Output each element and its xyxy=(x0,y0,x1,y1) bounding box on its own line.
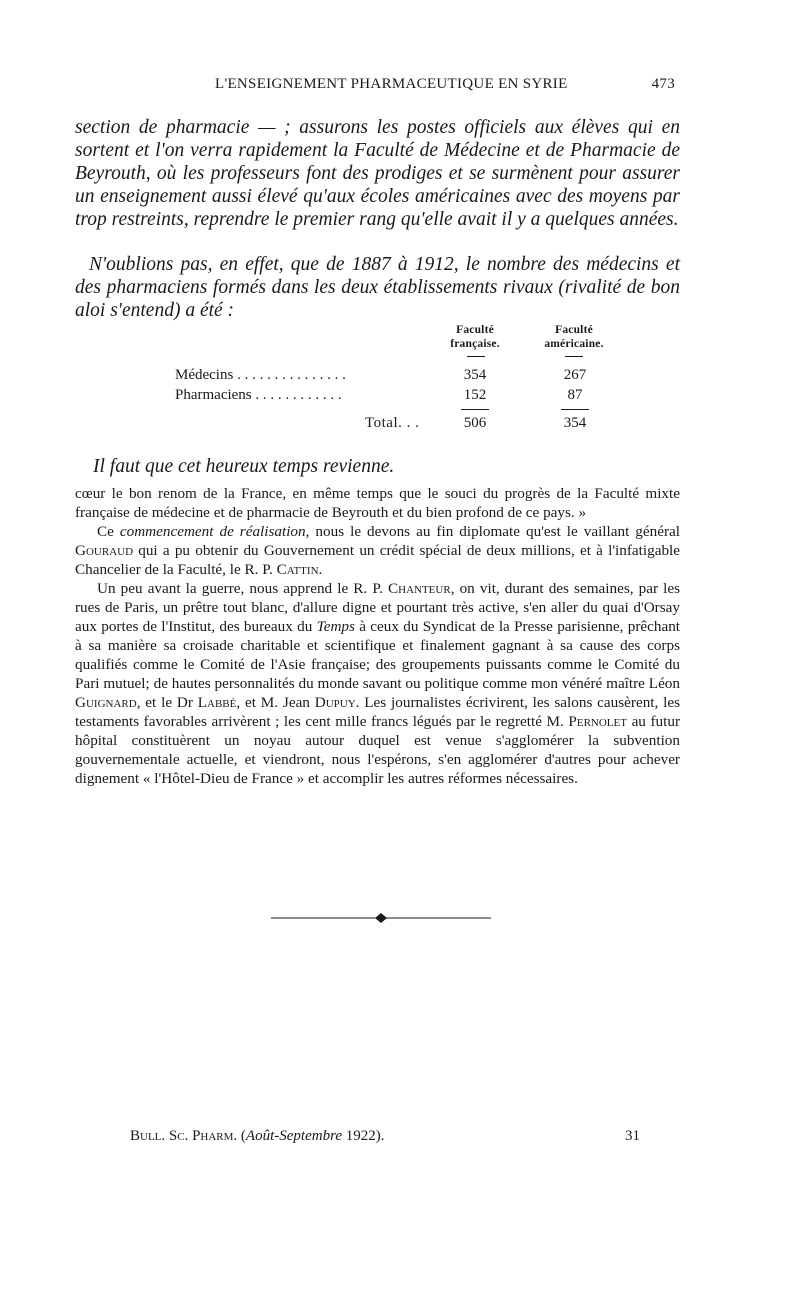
running-header xyxy=(75,76,675,96)
name-cattin: Cattin xyxy=(276,561,319,578)
running-title: L'ENSEIGNEMENT PHARMACEUTIQUE EN SYRIE xyxy=(215,76,568,92)
table-row-medecins xyxy=(75,367,680,387)
column-header-french-line1: Faculté xyxy=(456,324,494,336)
body-paragraph-3 xyxy=(75,579,680,788)
row-label: Pharmaciens . . . . . . . . . . . . xyxy=(175,387,342,403)
table-row-pharmaciens xyxy=(75,387,680,407)
body-paragraph-2 xyxy=(75,522,680,579)
text-run: Ce xyxy=(97,523,120,540)
text-run: , et M. Jean xyxy=(236,694,315,711)
total-american: 354 xyxy=(563,415,587,431)
footer-citation xyxy=(130,1128,385,1145)
italic-paragraph-1: section de pharmacie — ; assurons les postes officiels aux élèves qui en sortent et l'on verra rapidement la Faculté de Médecine et de Pharmacie de Beyrouth, où les professeurs font des prodiges et se surmènent pour assurer un enseignement aussi élevé qu'aux écoles américaines avec des moyens par trop restreints, reprendre le premier rang qu'elle avait il y a quelques années. xyxy=(75,117,680,230)
text-run: à ceux du Syndicat de la Presse parisienne, prêchant à sa manière sa croisade charitable et scientifique et finalement gagnant à sa cause des corps qualifiés comme le Comité de l'Asie française; des groupements puissants comme le Comité du Pari mutuel; de hautes personnalités du monde savant ou politique comme mon vénéré maître Léon xyxy=(75,618,681,692)
text-run: . xyxy=(318,561,323,578)
italic-paragraph-3: Il faut que cet heureux temps revienne. xyxy=(93,456,395,477)
column-header-french-line2: française. xyxy=(450,338,500,350)
name-dupuy: Dupuy xyxy=(314,694,356,711)
text-run: , on vit, durant des semaines, par les rues de Paris, un prêtre tout blanc, d'allure digne et pourtant très active, s'en aller du quai d'Orsay aux portes de l'Institut, des bureaux du xyxy=(75,580,680,635)
total-french: 506 xyxy=(463,415,487,431)
row-label: Médecins . . . . . . . . . . . . . . . xyxy=(175,367,346,383)
body-paragraph-1: cœur le bon renom de la France, en même temps que le souci du progrès de la Faculté mixte française de médecine et de pharmacie de Beyrouth et du bien profond de ce pays. » xyxy=(75,485,680,521)
column-header-american-line2: américaine. xyxy=(544,338,604,350)
column-header-american-line1: Faculté xyxy=(555,324,593,336)
sum-rule-american xyxy=(561,409,589,410)
body-text xyxy=(75,484,680,788)
italic-run: Août-Septembre xyxy=(245,1128,343,1144)
italic-run: Temps xyxy=(316,618,355,635)
text-run: au futur hôpital constituèrent un noyau autour duquel est venue s'agglomérer la subvention gouvernementale actuelle, et viendront, nous l'espérons, s'en agglomérer d'autres pour achever dignement « l'Hôtel-Dieu de France » et accomplir les autres réformes nécessaires. xyxy=(75,713,680,787)
signature-mark: 31 xyxy=(625,1128,640,1144)
table-row-total xyxy=(75,415,680,435)
text-run: , et le Dr xyxy=(136,694,198,711)
section-divider-ornament xyxy=(271,911,491,925)
total-label: Total. . . xyxy=(365,415,420,431)
name-labbe: Labbé xyxy=(197,694,237,711)
page-footer xyxy=(130,1128,640,1148)
text-run: 1922). xyxy=(342,1128,385,1144)
column-header-french xyxy=(435,323,515,351)
text-run: . Les journalistes écrivirent, les salons causèrent, les testaments favorables arrivèrent ; les cent mille francs légués par le regretté M. xyxy=(75,694,681,730)
column-header-american xyxy=(528,323,620,351)
name-guignard: Guignard xyxy=(75,694,137,711)
value-american: 267 xyxy=(563,367,587,383)
value-american: 87 xyxy=(567,387,583,403)
text-run: qui a pu obtenir du Gouvernement un crédit spécial de deux millions, et à l'infatigable Chancelier de la Faculté, le R. P. xyxy=(75,542,680,578)
name-pernolet: Pernolet xyxy=(568,713,627,730)
header-rule-american xyxy=(565,356,583,357)
header-rule-french xyxy=(467,356,485,357)
text-run: , nous le devons au fin diplomate qu'est le vaillant général xyxy=(305,523,680,540)
page-number: 473 xyxy=(651,76,675,92)
italic-paragraph-2: N'oublions pas, en effet, que de 1887 à 1912, le nombre des médecins et des pharmaciens formés dans les deux établissements rivaux (rivalité de bon aloi s'entend) a été : xyxy=(75,254,680,321)
sum-rule-french xyxy=(461,409,489,410)
text-run: Bull. Sc. Pharm. ( xyxy=(130,1128,246,1144)
value-french: 152 xyxy=(463,387,487,403)
name-chanteur: Chanteur xyxy=(388,580,451,597)
italic-run: commencement de réalisation xyxy=(119,523,306,540)
name-gouraud: Gouraud xyxy=(75,542,134,559)
value-french: 354 xyxy=(463,367,487,383)
text-run: Un peu avant la guerre, nous apprend le R. P. xyxy=(97,580,388,597)
